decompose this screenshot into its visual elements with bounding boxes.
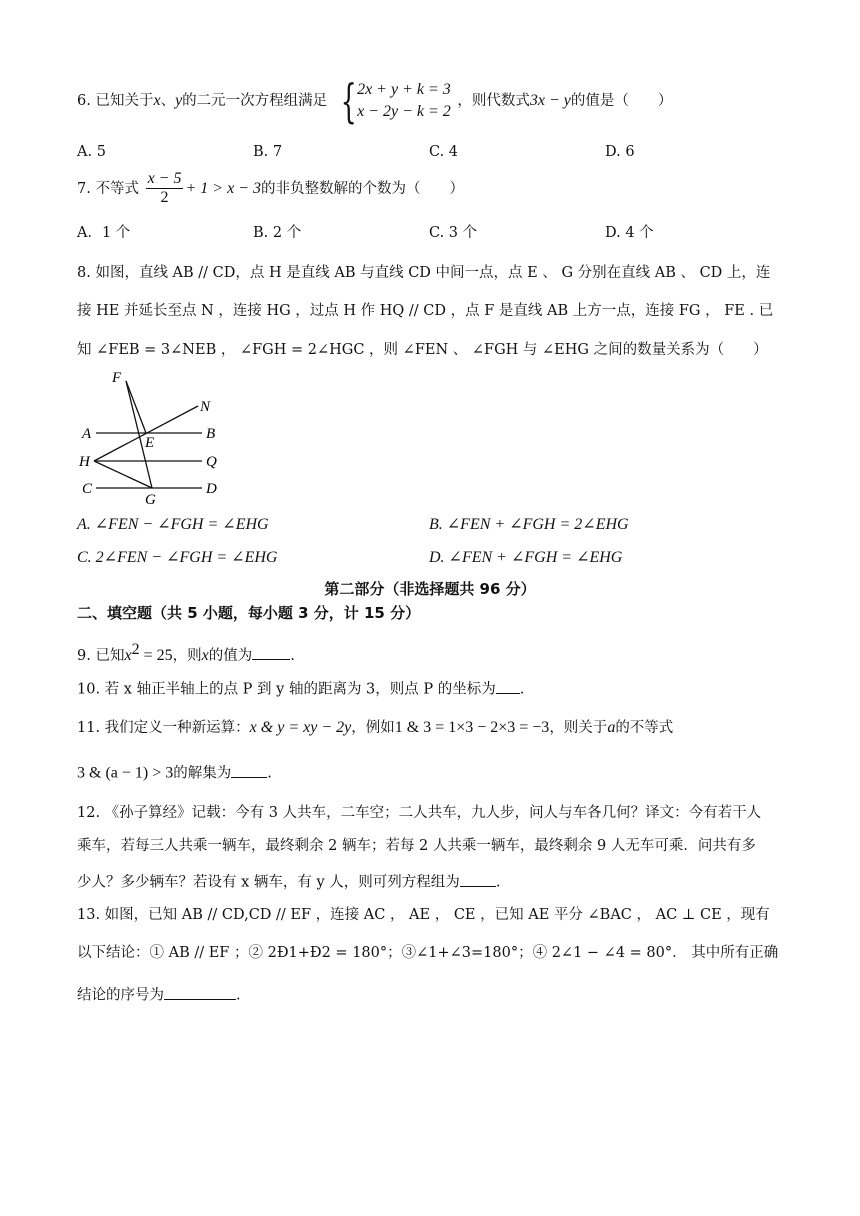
q8-figure [74,366,234,506]
question-13-line-2: 以下结论：① AB // EF ；② 2Ð1+Ð2 = 180°；③∠1+∠3=180°；④ 2∠1 − ∠4 = 80°． 其中所有正确 [77,945,779,961]
equation-2: x − 2y − k = 2 [357,103,451,120]
question-12-line-2: 乘车，若每三人共乘一辆车，最终剩余 2 辆车；若每 2 人共乘一辆车，最终剩余 9 人无车可乘．问共有多 [77,838,756,854]
question-11-line-1: 11. 我们定义一种新运算：x & y = xy − 2y，例如1 & 3 = 1×3 − 2×3 = −3，则关于a的不等式 [77,719,674,736]
question-7: 7. 不等式 $\frac{x - 5}{2}$ + 1 > x − 3的非负整数解的个数为（ ） [77,170,464,207]
question-8-line-1: 8. 如图，直线 AB // CD，点 H 是直线 AB 与直线 CD 中间一点，点 E 、 G 分别在直线 AB 、 CD 上，连 [77,265,771,281]
question-6: 6. 已知关于x、y的二元一次方程组满足 { 2x + y + k = 3 x − 2y − k = 2 ，则代数式3x − y的值是（ ） [77,74,673,128]
question-13-line-3: 结论的序号为 . [77,984,241,1005]
answer-blank [252,644,290,660]
question-11-line-2: 3 & (a − 1) > 3的解集为 . [77,762,272,783]
brace-glyph: { [340,74,357,128]
label-f: F [112,370,122,386]
question-8-line-2: 接 HE 并延长至点 N ，连接 HG ，过点 H 作 HQ // CD ，点 F 是直线 AB 上方一点，连接 FG ， FE . 已 [77,303,774,319]
answer-blank [496,678,520,694]
label-h: H [79,454,90,470]
q8-option-c: C. 2∠FEN − ∠FGH = ∠EHG [77,549,278,566]
question-13-line-1: 13. 如图，已知 AB // CD,CD // EF ，连接 AC ， AE ， CE ，已知 AE 平分 ∠BAC ， AC ⊥ CE ，现有 [77,907,770,923]
part-2-title: 第二部分（非选择题共 96 分） [324,580,536,598]
segment-hg [94,461,152,488]
section-2-title: 二、填空题（共 5 小题，每小题 3 分，计 15 分） [77,604,421,622]
question-12-line-3: 少人？多少辆车？若设有 x 辆车，有 y 人，则可列方程组为 . [77,871,500,892]
q7-option-a: A．1 个 [77,225,131,241]
label-n: N [200,399,211,415]
label-q: Q [206,454,217,470]
q6-option-a: A. 5 [77,144,106,160]
q6-option-c: C. 4 [429,144,459,160]
question-10: 10. 若 x 轴正半轴上的点 P 到 y 轴的距离为 3，则点 P 的坐标为 . [77,678,524,699]
equation-system [334,74,451,128]
label-b: B [206,426,216,442]
q8-option-b: B. ∠FEN + ∠FGH = 2∠EHG [429,516,629,533]
q7-option-d: D. 4 个 [605,225,654,241]
question-9: 9. 已知$x^2 = 25$，则x的值为 . [77,641,295,664]
q7-option-b: B. 2 个 [253,225,302,241]
label-d: D [206,481,217,497]
segment-fe [126,381,146,433]
q8-option-a: A. ∠FEN − ∠FGH = ∠EHG [77,516,269,533]
answer-blank [231,762,267,778]
q7-option-c: C. 3 个 [429,225,478,241]
label-a: A [82,426,92,442]
q8-option-d: D. ∠FEN + ∠FGH = ∠EHG [429,549,623,566]
label-g: G [145,492,156,506]
answer-blank [164,984,236,1000]
label-c: C [82,481,93,497]
answer-blank [460,871,496,887]
question-8-line-3: 知 ∠FEB = 3∠NEB ， ∠FGH = 2∠HGC ，则 ∠FEN 、 ∠FGH 与 ∠EHG 之间的数量关系为（ ） [77,342,768,358]
fraction: $\frac{x - 5}{2}$ [147,170,182,207]
q6-option-b: B. 7 [253,144,283,160]
equation-1: 2x + y + k = 3 [357,81,451,99]
question-12-line-1: 12. 《孙子算经》记载：今有 3 人共车，二车空；二人共车，九人步，问人与车各几何？译文：今有若干人 [77,805,762,821]
q6-option-d: D. 6 [605,144,635,160]
label-e: E [145,435,155,451]
